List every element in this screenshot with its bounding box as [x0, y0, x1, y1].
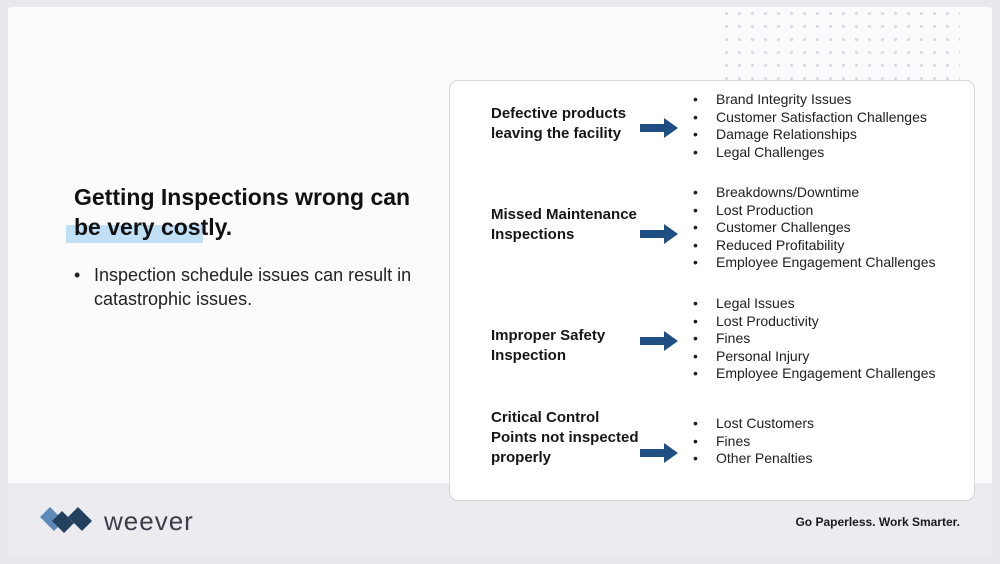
- impact-item: • Fines: [693, 330, 973, 348]
- right-arrow-icon: [640, 443, 678, 463]
- dot-pattern-decoration: [720, 7, 960, 87]
- impact-item: • Legal Issues: [693, 295, 973, 313]
- impact-item: • Employee Engagement Challenges: [693, 254, 973, 272]
- impact-list-defective-products: [693, 91, 973, 161]
- impact-item: • Fines: [693, 433, 973, 451]
- right-arrow-icon: [640, 331, 678, 351]
- impact-item: • Legal Challenges: [693, 144, 973, 162]
- issues-panel: [449, 80, 975, 501]
- impact-item: • Breakdowns/Downtime: [693, 184, 973, 202]
- intro-bullet: • Inspection schedule issues can result in catastrophic issues.: [74, 263, 414, 311]
- impact-item: • Customer Challenges: [693, 219, 973, 237]
- issue-label-improper-safety: Improper Safety Inspection: [491, 327, 606, 364]
- issue-label-defective-products: Defective products leaving the facility: [491, 105, 627, 142]
- impact-item: • Lost Production: [693, 202, 973, 220]
- right-arrow-icon: [640, 224, 678, 244]
- impact-item: • Lost Productivity: [693, 313, 973, 331]
- impact-list-improper-safety: [693, 295, 973, 383]
- issue-label-missed-maintenance: Missed Maintenance Inspections: [491, 206, 637, 243]
- impact-item: • Damage Relationships: [693, 126, 973, 144]
- footer-tagline: Go Paperless. Work Smarter.: [795, 515, 960, 529]
- impact-item: • Brand Integrity Issues: [693, 91, 973, 109]
- slide: [8, 7, 992, 557]
- impact-item: • Customer Satisfaction Challenges: [693, 109, 973, 127]
- intro-bullet-list: [74, 263, 414, 311]
- slide-headline: Getting Inspections wrong can be very costly.: [74, 184, 411, 240]
- impact-item: • Reduced Profitability: [693, 237, 973, 255]
- brand-name: weever: [104, 506, 194, 536]
- impact-list-critical-control-points: [693, 415, 973, 468]
- issue-label-critical-control-points: Critical Control Points not inspected properly: [491, 409, 639, 466]
- impact-item: • Other Penalties: [693, 450, 973, 468]
- impact-item: • Employee Engagement Challenges: [693, 365, 973, 383]
- impact-item: • Lost Customers: [693, 415, 973, 433]
- impact-list-missed-maintenance: [693, 184, 973, 272]
- impact-item: • Personal Injury: [693, 348, 973, 366]
- weever-logo-icon: [38, 507, 98, 539]
- right-arrow-icon: [640, 118, 678, 138]
